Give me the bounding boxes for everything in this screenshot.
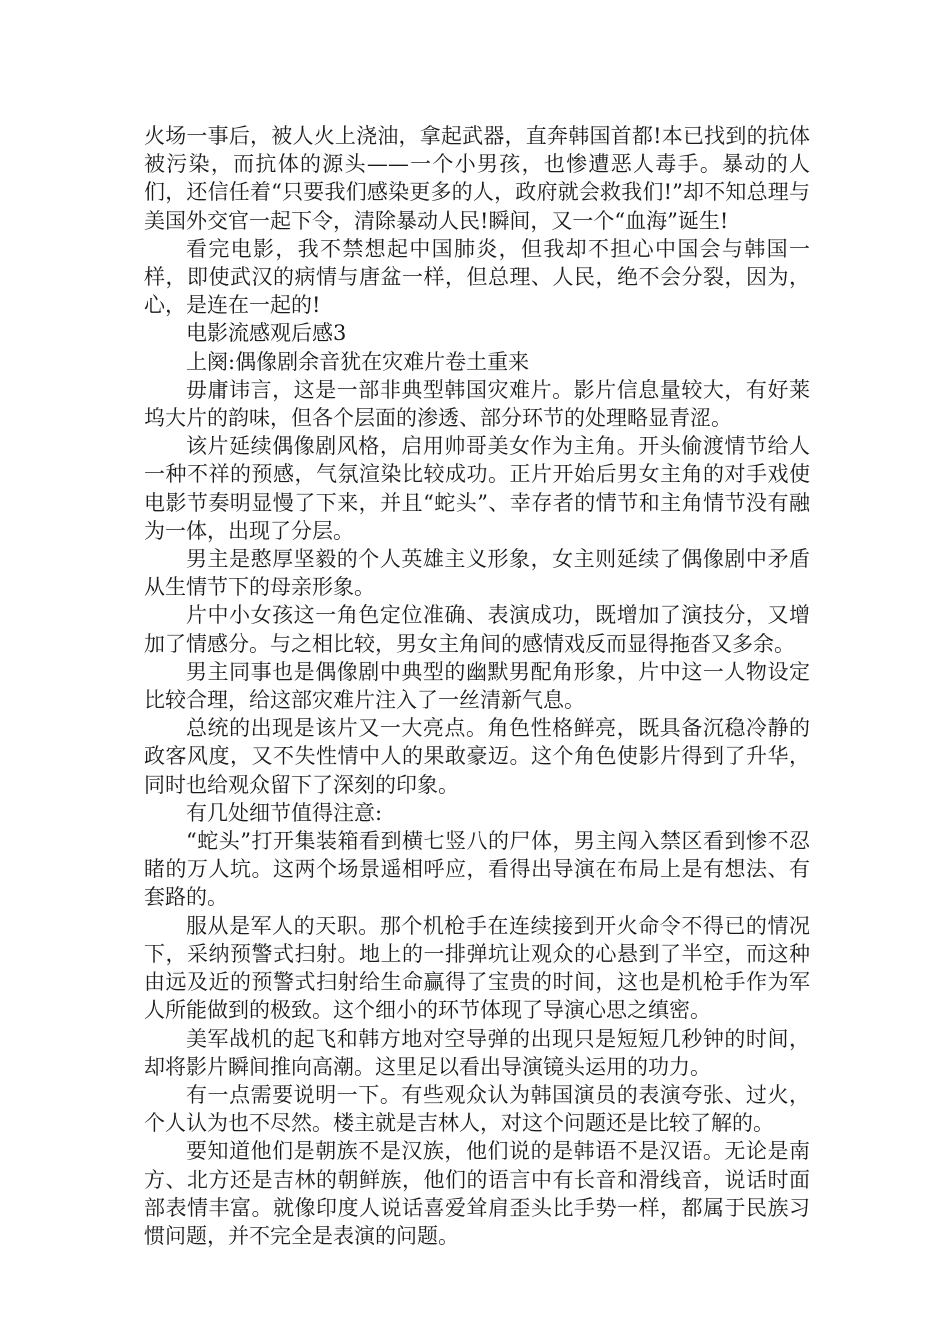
section-subtitle: 上阕:偶像剧余音犹在灾难片卷土重来 (186, 349, 530, 374)
paragraph-9: 男主同事也是偶像剧中典型的幽默男配角形象，片中这一人物设定比较合理，给这部灾难片注入了一丝清新气息。 (144, 659, 810, 713)
paragraph-7: 男主是憨厚坚毅的个人英雄主义形象，女主则延续了偶像剧中矛盾从生情节下的母亲形象。 (144, 547, 810, 600)
paragraph-5: 毋庸讳言，这是一部非典型韩国灾难片。影片信息量较大，有好莱坞大片的韵味，但各个层面的渗透、部分环节的处理略显青涩。 (144, 377, 810, 431)
paragraph-10: 总统的出现是该片又一大亮点。角色性格鲜亮，既具备沉稳冷静的政客风度，又不失性情中人的果敢豪迈。这个角色使影片得到了升华，同时也给观众留下了深刻的印象。 (144, 716, 810, 797)
paragraph-14: 美军战机的起飞和韩方地对空导弹的出现只是短短几秒钟的时间，却将影片瞬间推向高潮。这里足以看出导演镜头运用的功力。 (144, 1026, 810, 1079)
paragraph-12: “蛇头”打开集装箱看到横七竖八的尸体，男主闯入禁区看到惨不忍睹的万人坑。这两个场景遥相呼应，看得出导演在布局上是有想法、有套路的。 (144, 829, 810, 910)
paragraph-16: 要知道他们是朝族不是汉族，他们说的是韩语不是汉语。无论是南方、北方还是吉林的朝鲜族，他们的语言中有长音和滑线音，说话时面部表情丰富。就像印度人说话喜爱耸肩歪头比手势一样，都属于民族习惯问题，并不完全是表演的问题。 (144, 1139, 810, 1248)
paragraph-6: 该片延续偶像剧风格，启用帅哥美女作为主角。开头偷渡情节给人一种不祥的预感，气氛渲染比较成功。正片开始后男女主角的对手戏使电影节奏明显慢了下来，并且“蛇头”、幸存者的情节和主角情节没有融为一体，出现了分层。 (144, 434, 810, 543)
document-body (144, 122, 810, 1250)
paragraph-8: 片中小女孩这一角色定位准确、表演成功，既增加了演技分，又增加了情感分。与之相比较，男女主角间的感情戏反而显得拖沓又多余。 (144, 603, 810, 656)
paragraph-15: 有一点需要说明一下。有些观众认为韩国演员的表演夸张、过火，个人认为也不尽然。楼主就是吉林人，对这个问题还是比较了解的。 (144, 1082, 810, 1136)
paragraph-11: 有几处细节值得注意: (186, 800, 383, 825)
section-title: 电影流感观后感3 (186, 321, 347, 346)
paragraph-1: 火场一事后，被人火上浇油，拿起武器，直奔韩国首都!本已找到的抗体被污染，而抗体的源头——一个小男孩，也惨遭恶人毒手。暴动的人们，还信任着“只要我们感染更多的人，政府就会救我们!”却不知总理与美国外交官一起下令，清除暴动人民!瞬间，又一个“血海”诞生! (144, 124, 810, 233)
paragraph-13: 服从是军人的天职。那个机枪手在连续接到开火命令不得已的情况下，采纳预警式扫射。地上的一排弹坑让观众的心悬到了半空，而这种由远及近的预警式扫射给生命赢得了宝贵的时间，这也是机枪手作为军人所能做到的极致。这个细小的环节体现了导演心思之缜密。 (144, 913, 810, 1023)
paragraph-2: 看完电影，我不禁想起中国肺炎，但我却不担心中国会与韩国一样，即使武汉的病情与唐盆一样，但总理、人民，绝不会分裂，因为，心，是连在一起的! (144, 236, 810, 318)
